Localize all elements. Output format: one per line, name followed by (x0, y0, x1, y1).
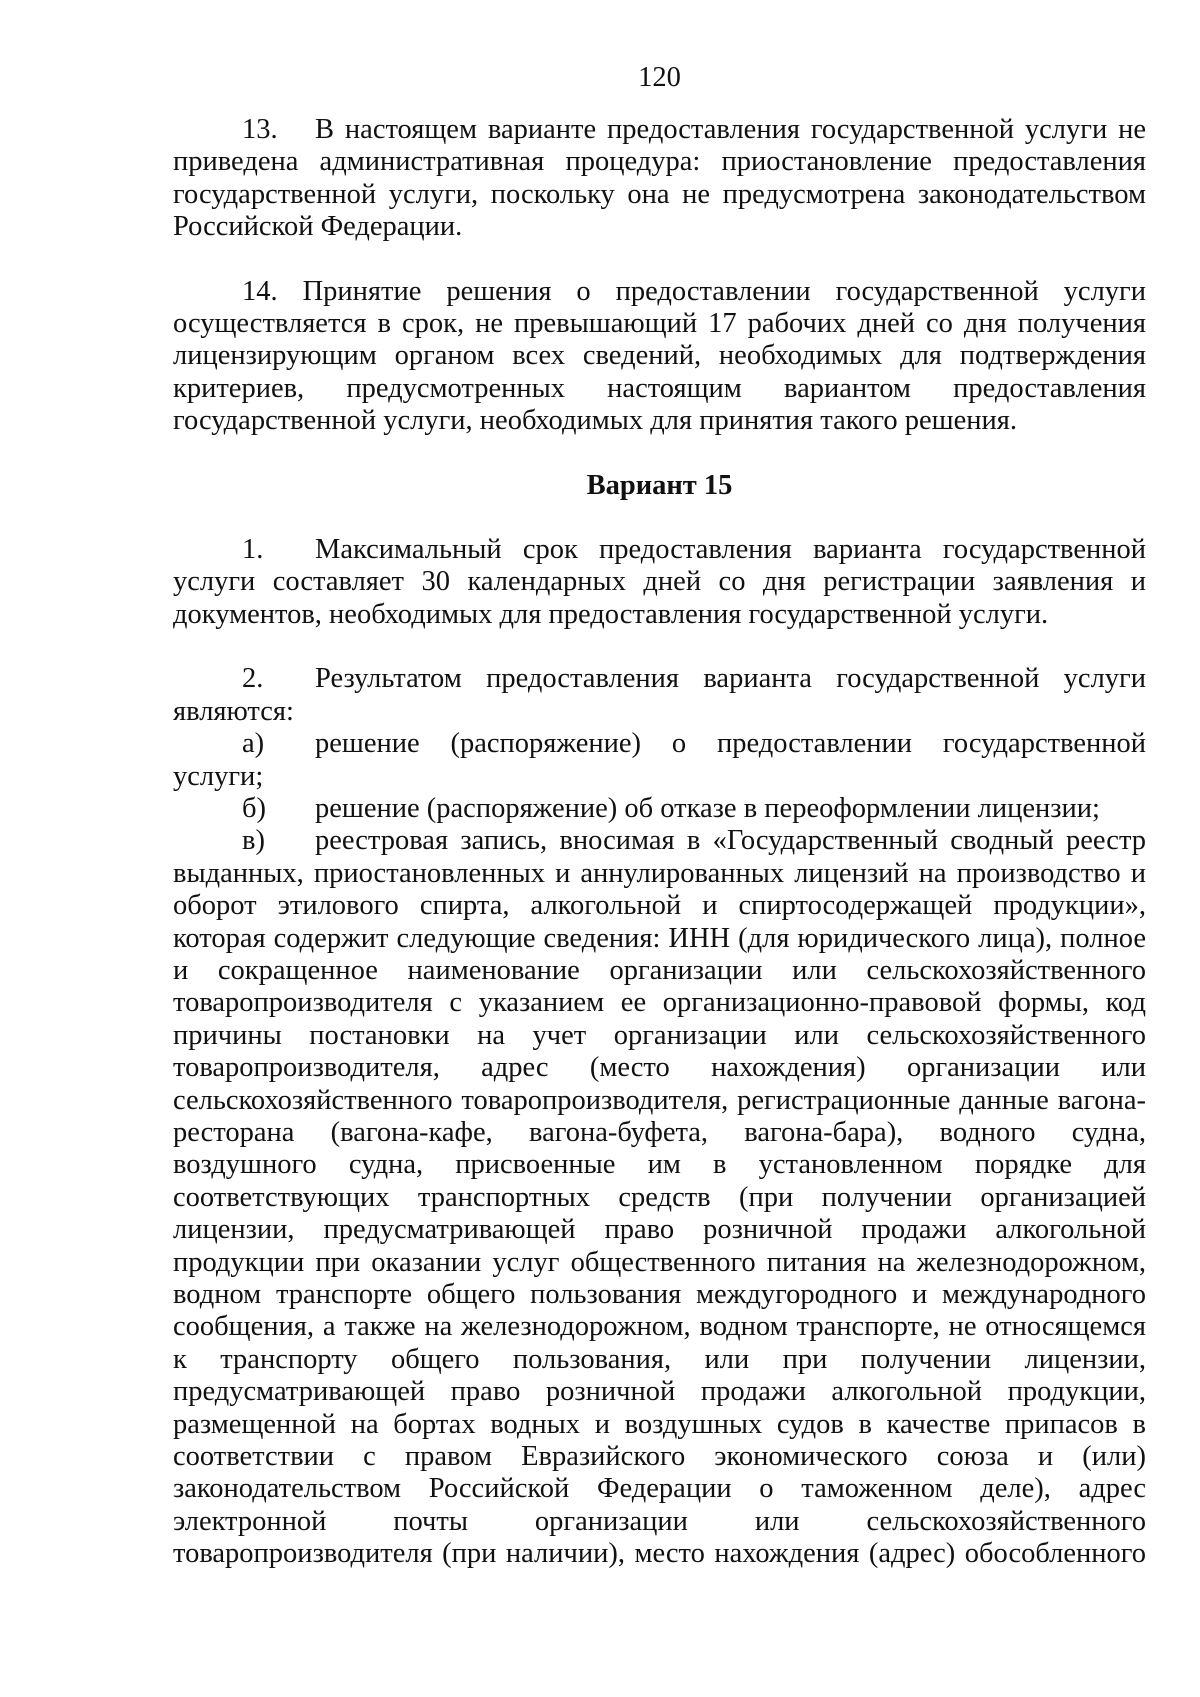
item-2-number: 2. (242, 663, 264, 695)
item-2 (173, 663, 1146, 728)
subitem-v-text: реестровая запись, вносимая в «Государственный сводный реестр выданных, приостановленных и аннулированных лицензий на производство и оборот этилового спирта, алкогольной и спиртосодержащей продукции», которая содержит следующие сведения: ИНН (для юридического лица), полное и сокращенное наименование организации или сельскохозяйственного товаропроизводителя с указанием ее организационно-правовой формы, код причины постановки на учет организации или сельскохозяйственного товаропроизводителя, адрес (место нахождения) организации или сельскохозяйственного товаропроизводителя, регистрационные данные вагона-ресторана (вагона-кафе, вагона-буфета, вагона-бара), водного судна, воздушного судна, присвоенные им в установленном порядке для соответствующих транспортных средств (при получении организацией лицензии, предусматривающей право розничной продажи алкогольной продукции при оказании услуг общественного питания на железнодорожном, водном транспорте общего пользования междугородного и международного сообщения, а также на железнодорожном, водном транспорте, не относящемся к транспорту общего пользования, или при получении лицензии, предусматривающей право розничной продажи алкогольной продукции, размещенной на бортах водных и воздушных судов в качестве припасов в соответствии с правом Евразийского экономического союза и (или) законодательством Российской Федерации о таможенном деле), адрес электронной почты организации или сельскохозяйственного товаропроизводителя (при наличии), место нахождения (адрес) обособленного (173, 825, 1146, 1570)
subitem-a (173, 728, 1146, 793)
spacer (173, 502, 1146, 534)
paragraph-13 (173, 114, 1146, 244)
spacer (173, 438, 1146, 470)
paragraph-13-number: 13. (242, 114, 278, 145)
variant-heading: Вариант 15 (586, 469, 733, 501)
item-1 (173, 534, 1146, 631)
subitem-v-letter: в) (242, 825, 265, 857)
subitem-a-text: решение (распоряжение) о предоставлении государственной услуги; (173, 728, 1146, 792)
paragraph-14: 14. Принятие решения о предоставлении государственной услуги осуществляется в срок, не превышающий 17 рабочих дней со дня получения лицензирующим органом всех сведений, необходимых для подтверждения критериев, предусмотренных настоящим вариантом предоставления государственной услуги, необходимых для принятия такого решения. (173, 275, 1146, 437)
subitem-b-text: решение (распоряжение) об отказе в переоформлении лицензии; (315, 792, 1100, 824)
page-number: 120 (638, 62, 681, 93)
subitem-b (173, 793, 1146, 825)
item-1-text: Максимальный срок предоставления варианта государственной услуги составляет 30 календарных дней со дня регистрации заявления и документов, необходимых для предоставления государственной услуги. (173, 534, 1146, 630)
item-1-number: 1. (242, 534, 264, 566)
subitem-v (173, 825, 1146, 1570)
subitem-a-letter: а) (242, 728, 265, 760)
item-2-text: Результатом предоставления варианта государственной услуги являются: (173, 663, 1146, 727)
subitem-b-letter: б) (242, 792, 266, 824)
document-page (173, 62, 1146, 1571)
paragraph-13-text: В настоящем варианте предоставления государственной услуги не приведена административная процедура: приостановление предоставления государственной услуги, поскольку она не предусмотрена законодательством Российской Федерации. (173, 114, 1146, 243)
spacer (173, 631, 1146, 663)
spacer (173, 244, 1146, 276)
